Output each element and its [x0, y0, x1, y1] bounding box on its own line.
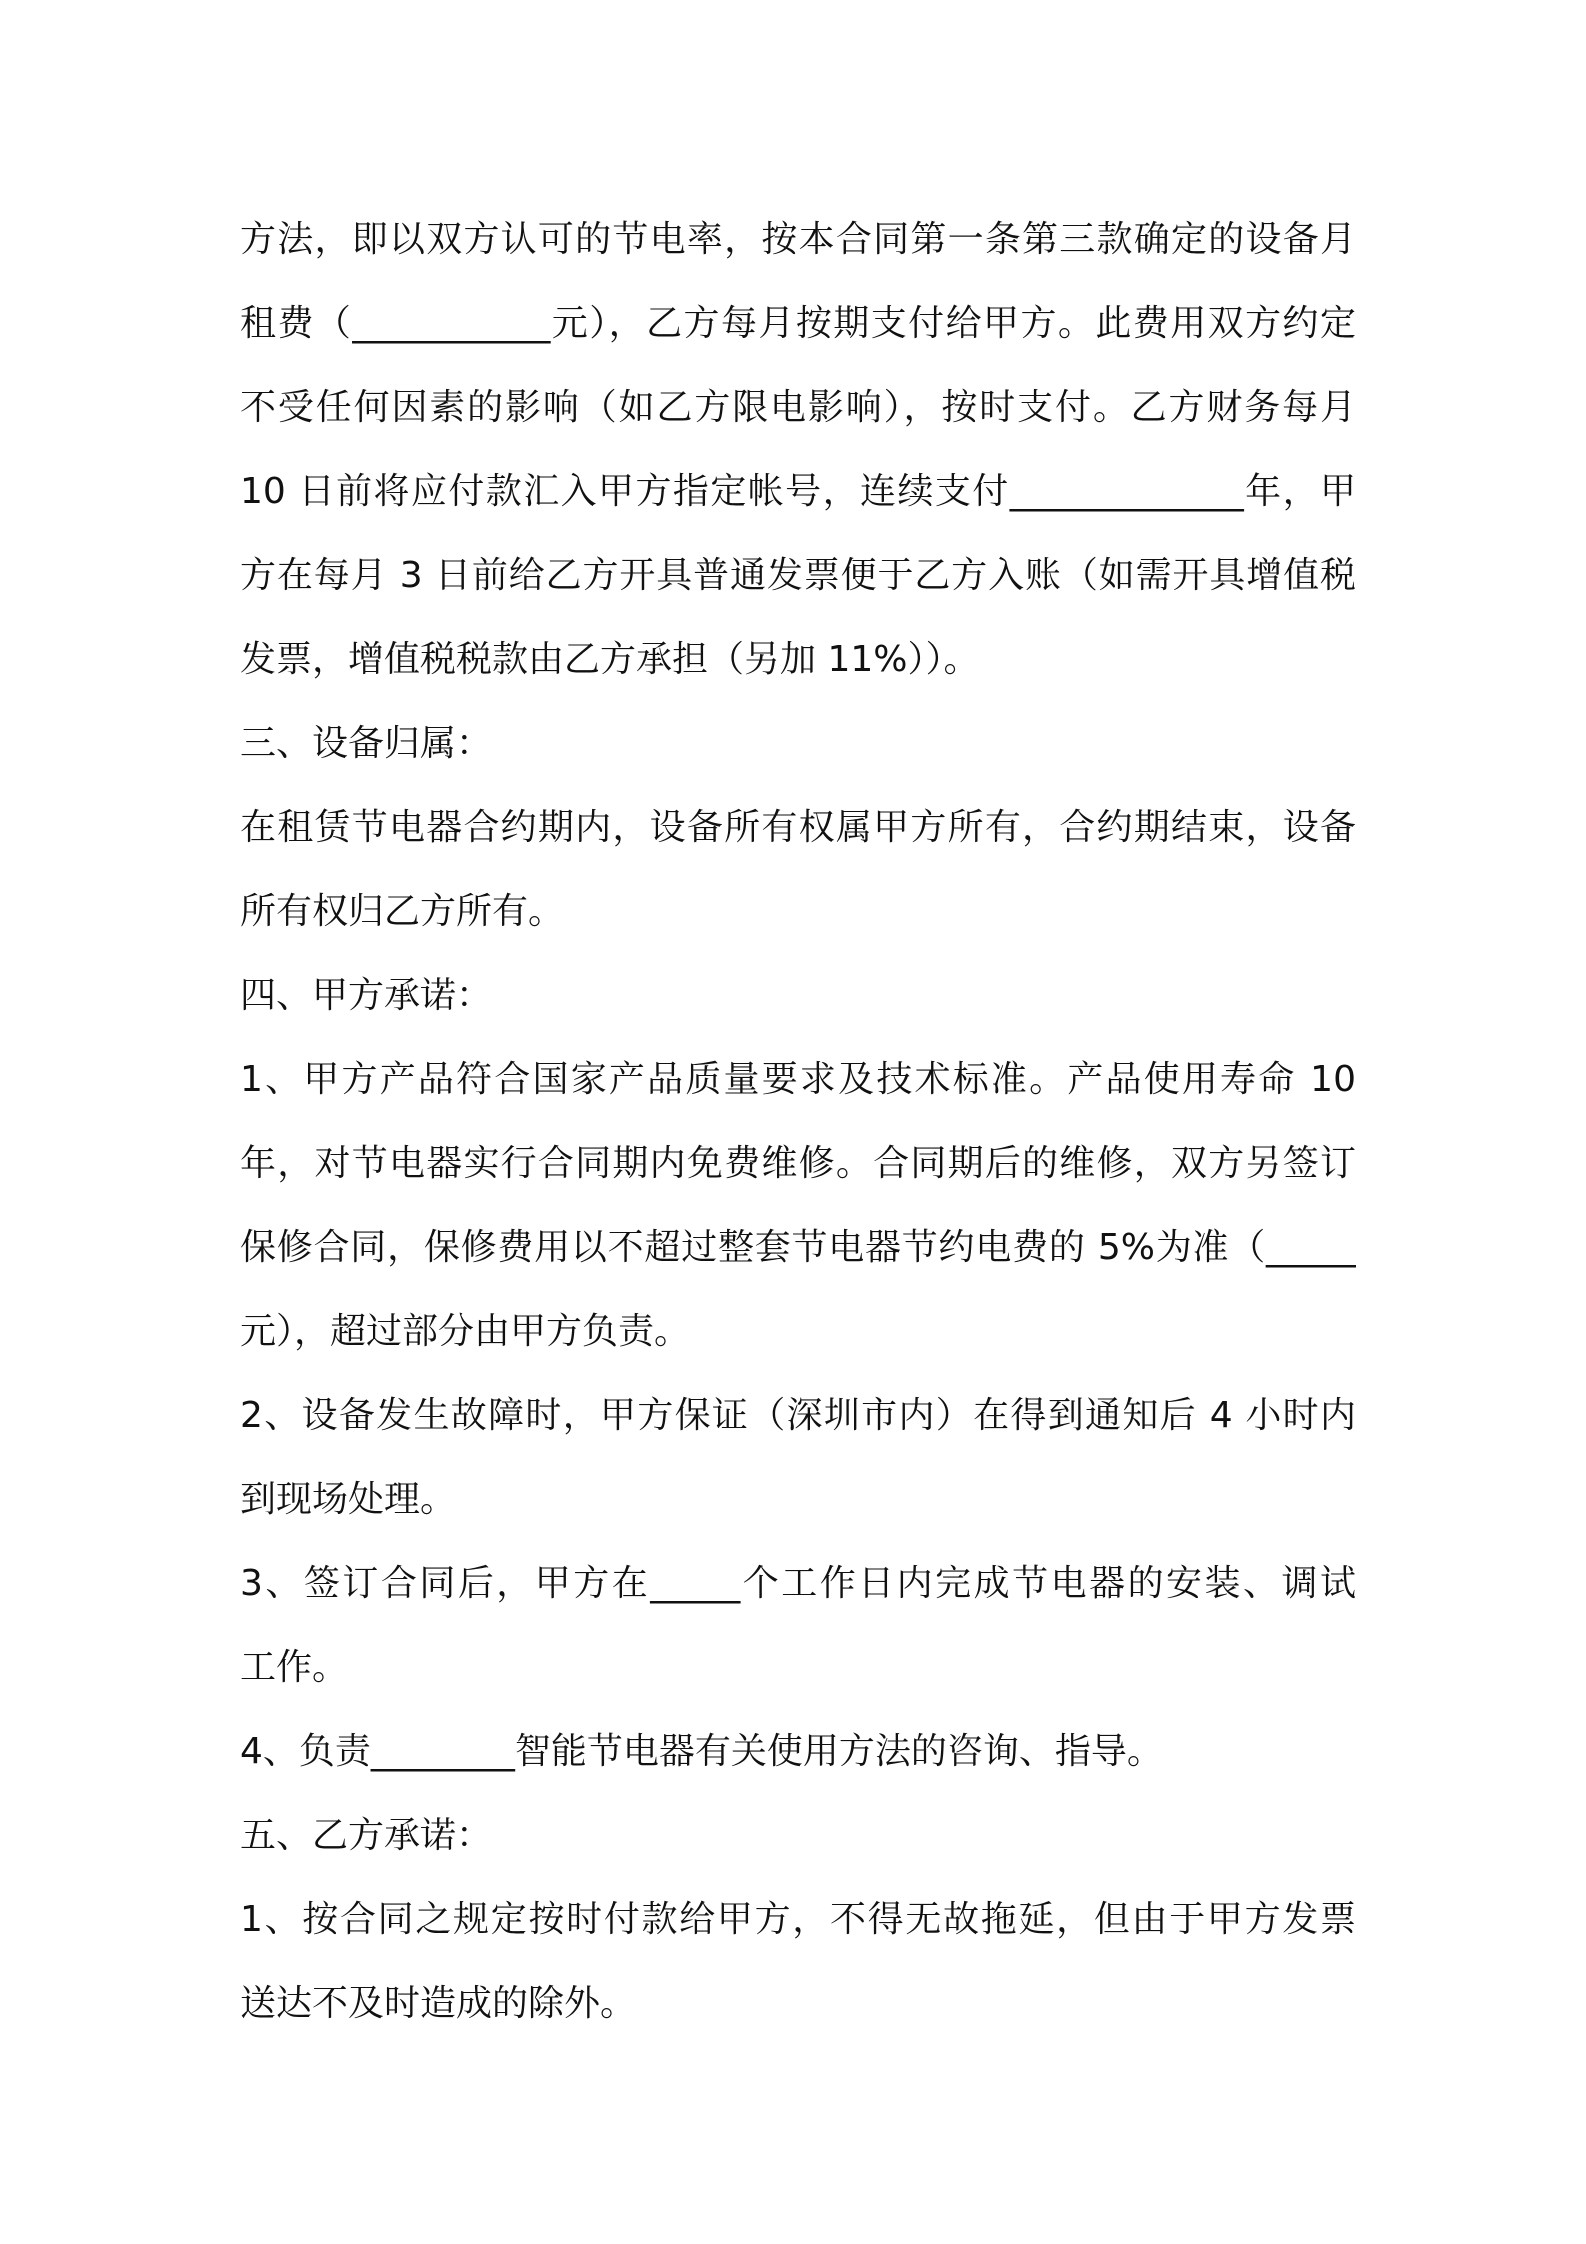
text-line: 4、负责________智能节电器有关使用方法的咨询、指导。	[240, 1731, 1163, 1772]
text-line: 1、甲方产品符合国家产品质量要求及技术标准。产品使用寿命 10	[240, 1059, 1356, 1100]
text-line: 所有权归乙方所有。	[240, 891, 565, 932]
text-line: 到现场处理。	[240, 1479, 457, 1520]
text-line: 不受任何因素的影响（如乙方限电影响），按时支付。乙方财务每月	[240, 387, 1356, 428]
text-line: 方在每月 3 日前给乙方开具普通发票便于乙方入账（如需开具增值税	[240, 555, 1356, 596]
text-line: 1、按合同之规定按时付款给甲方，不得无故拖延，但由于甲方发票	[240, 1899, 1356, 1940]
section-heading: 三、设备归属：	[240, 723, 493, 764]
text-line: 保修合同，保修费用以不超过整套节电器节约电费的 5%为准（_____	[240, 1227, 1356, 1268]
section-heading: 五、乙方承诺：	[240, 1815, 493, 1856]
text-line: 方法，即以双方认可的节电率，按本合同第一条第三款确定的设备月	[240, 219, 1356, 260]
text-line: 在租赁节电器合约期内，设备所有权属甲方所有，合约期结束，设备	[240, 807, 1356, 848]
document-page	[240, 198, 1356, 2046]
text-line: 发票，增值税税款由乙方承担（另加 11%））。	[240, 639, 980, 680]
text-line: 年，对节电器实行合同期内免费维修。合同期后的维修，双方另签订	[240, 1143, 1356, 1184]
text-line: 3、签订合同后，甲方在_____个工作日内完成节电器的安装、调试	[240, 1563, 1356, 1604]
text-line: 10 日前将应付款汇入甲方指定帐号，连续支付_____________年，甲	[240, 471, 1356, 512]
text-line: 元），超过部分由甲方负责。	[240, 1311, 691, 1352]
text-line: 工作。	[240, 1647, 349, 1688]
section-heading: 四、甲方承诺：	[240, 975, 493, 1016]
text-line: 租费（___________元），乙方每月按期支付给甲方。此费用双方约定	[240, 303, 1356, 344]
text-line: 2、设备发生故障时，甲方保证（深圳市内）在得到通知后 4 小时内	[240, 1395, 1356, 1436]
text-line: 送达不及时造成的除外。	[240, 1983, 637, 2024]
